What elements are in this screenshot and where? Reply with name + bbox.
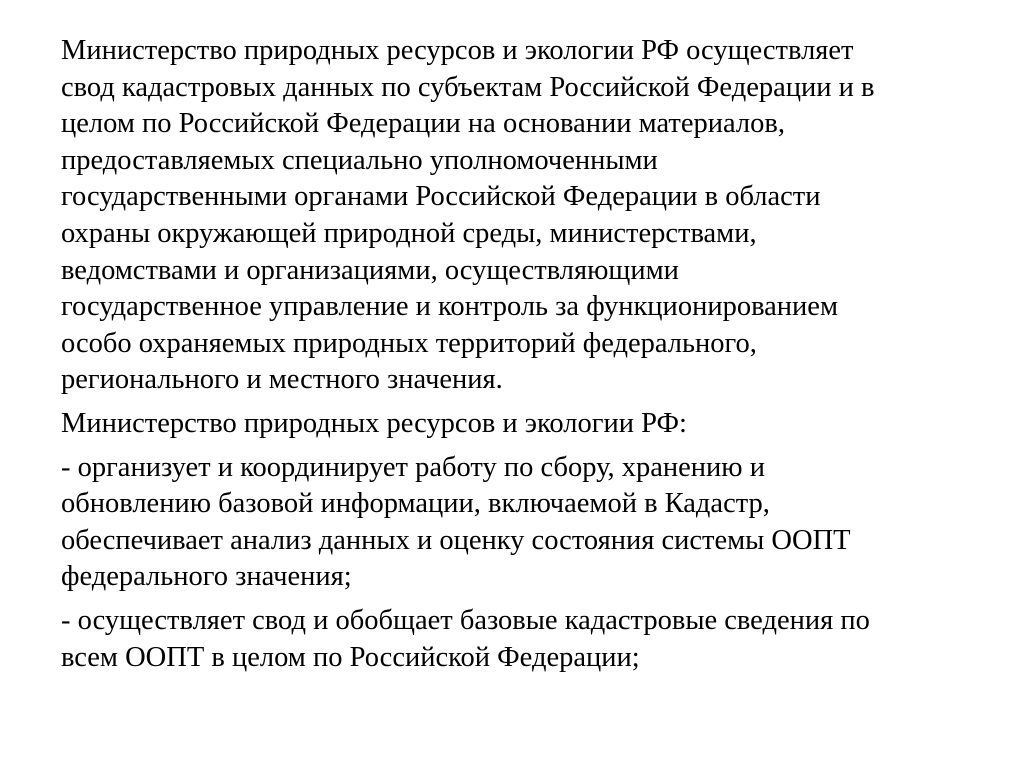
text-line: ведомствами и организациями, осуществляющими (61, 254, 679, 286)
text-line: обеспечивает анализ данных и оценку состояния системы ООПТ (61, 524, 851, 556)
text-line: - осуществляет свод и обобщает базовые кадастровые сведения по (61, 604, 870, 636)
text-line: охраны окружающей природной среды, министерствами, (61, 217, 757, 249)
text-line: особо охраняемых природных территорий федерального, (61, 327, 757, 359)
slide-text-body (61, 33, 971, 683)
paragraph-organizes-coordinates (61, 450, 971, 596)
text-line: - организует и координирует работу по сбору, хранению и (61, 451, 765, 483)
text-line: всем ООПТ в целом по Российской Федерации; (61, 641, 640, 673)
text-line: целом по Российской Федерации на основании материалов, (61, 108, 785, 140)
text-line: обновлению базовой информации, включаемой в Кадастр, (61, 488, 770, 520)
paragraph-ministry-responsibility (61, 33, 971, 399)
text-line: федерального значения; (61, 561, 352, 593)
text-line: Министерство природных ресурсов и экологии РФ осуществляет (61, 35, 854, 66)
paragraph-ministry-heading (61, 406, 971, 443)
text-line: государственное управление и контроль за функционированием (61, 291, 838, 323)
text-line: свод кадастровых данных по субъектам Российской Федерации и в (61, 71, 875, 103)
text-line: предоставляемых специально уполномоченными (61, 144, 658, 176)
paragraph-summarizes-data (61, 603, 971, 676)
text-line: государственными органами Российской Федерации в области (61, 181, 821, 213)
text-line: Министерство природных ресурсов и экологии РФ: (61, 407, 687, 439)
text-line: регионального и местного значения. (61, 364, 503, 396)
